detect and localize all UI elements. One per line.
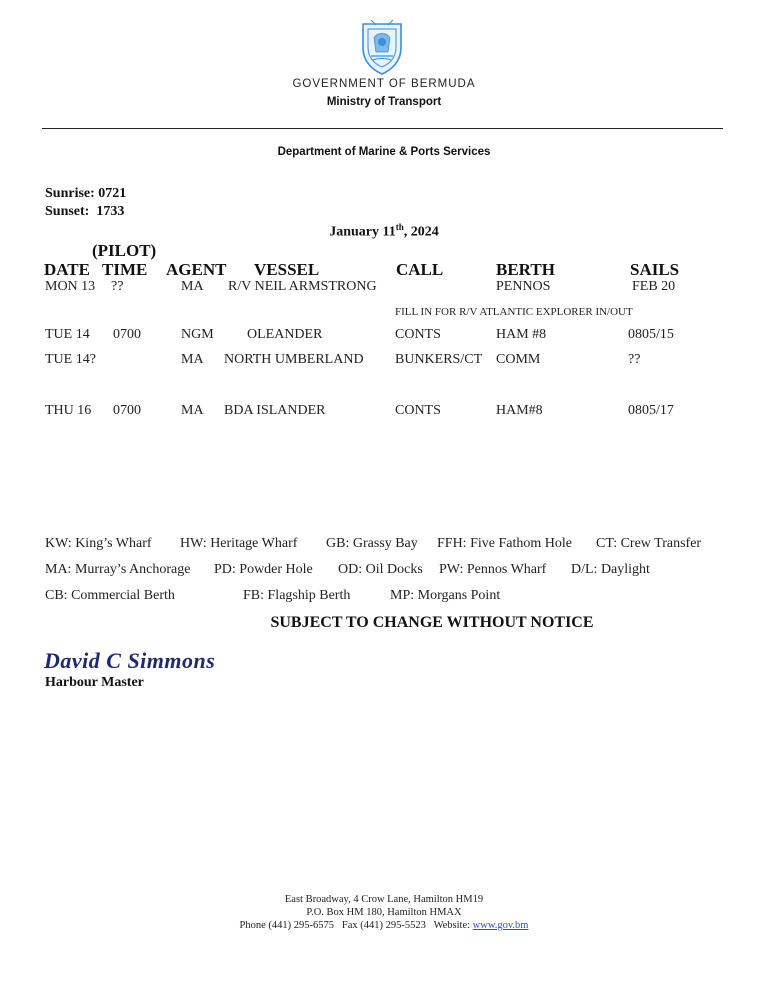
footer-website-label: Website: — [433, 920, 471, 931]
footer-fax: Fax (441) 295-5523 — [341, 920, 426, 931]
fill-in-note: FILL IN FOR R/V ATLANTIC EXPLORER IN/OUT — [395, 306, 633, 318]
legend-item: HW: Heritage Wharf — [180, 536, 298, 551]
legend-item: MP: Morgans Point — [390, 588, 501, 603]
bermuda-crest-icon — [359, 18, 405, 76]
row-date: TUE 14 — [45, 327, 90, 342]
column-header-time: TIME — [102, 260, 148, 279]
row-time: 0700 — [113, 327, 141, 342]
website-link[interactable]: www.gov.bm — [472, 920, 529, 931]
department-name: Department of Marine & Ports Services — [277, 146, 491, 158]
row-sails: FEB 20 — [632, 279, 676, 294]
government-name: GOVERNMENT OF BERMUDA — [292, 78, 476, 90]
row-vessel: NORTH UMBERLAND — [224, 352, 364, 367]
header-divider — [42, 128, 723, 129]
column-header-vessel: VESSEL — [254, 260, 320, 279]
sunset-line — [45, 204, 124, 220]
row-sails: 0805/15 — [628, 327, 674, 342]
sunrise-label: Sunrise: — [45, 186, 95, 201]
legend-item: D/L: Daylight — [571, 562, 650, 577]
pilot-label: (PILOT) — [92, 241, 157, 260]
row-call: CONTS — [395, 403, 441, 418]
column-header-call: CALL — [396, 260, 444, 279]
schedule-date: January 11th, 2024 — [329, 222, 439, 240]
legend-item: FB: Flagship Berth — [243, 588, 351, 603]
row-date: THU 16 — [45, 403, 92, 418]
row-berth: COMM — [496, 352, 541, 367]
legend-item: KW: King’s Wharf — [45, 536, 152, 551]
sunrise-line — [45, 186, 126, 202]
legend-item: FFH: Five Fathom Hole — [437, 536, 572, 551]
sunset-label: Sunset: — [45, 204, 90, 219]
row-call: BUNKERS/CT — [395, 352, 483, 367]
row-vessel: BDA ISLANDER — [224, 403, 326, 418]
legend-item: PD: Powder Hole — [214, 562, 313, 577]
row-vessel: OLEANDER — [247, 327, 323, 342]
change-notice: SUBJECT TO CHANGE WITHOUT NOTICE — [270, 614, 594, 631]
row-vessel: R/V NEIL ARMSTRONG — [228, 279, 377, 294]
row-time: ?? — [111, 279, 124, 294]
sunset-value: 1733 — [96, 204, 125, 219]
legend-item: OD: Oil Docks — [338, 562, 423, 577]
row-date: TUE 14? — [45, 352, 96, 367]
row-agent: MA — [181, 403, 204, 418]
legend-item: CT: Crew Transfer — [596, 536, 702, 551]
row-date: MON 13 — [45, 279, 96, 294]
column-header-berth: BERTH — [496, 260, 555, 279]
row-berth: HAM #8 — [496, 327, 547, 342]
signature: David C Simmons — [44, 648, 216, 673]
row-berth: PENNOS — [496, 279, 551, 294]
column-header-sails: SAILS — [630, 260, 680, 279]
footer-address: East Broadway, 4 Crow Lane, Hamilton HM19 — [284, 894, 484, 905]
legend-item: MA: Murray’s Anchorage — [45, 562, 191, 577]
ministry-name: Ministry of Transport — [326, 96, 442, 108]
column-header-date: DATE — [44, 260, 90, 279]
legend-item: CB: Commercial Berth — [45, 588, 175, 603]
row-berth: HAM#8 — [496, 403, 543, 418]
legend-item: PW: Pennos Wharf — [439, 562, 547, 577]
footer-po-box: P.O. Box HM 180, Hamilton HMAX — [306, 907, 462, 918]
row-agent: MA — [181, 352, 204, 367]
footer-phone: Phone (441) 295-6575 — [239, 920, 334, 931]
signatory-title: Harbour Master — [45, 675, 144, 690]
row-sails: 0805/17 — [628, 403, 674, 418]
column-header-agent: AGENT — [166, 260, 227, 279]
footer-contact — [0, 920, 768, 931]
row-sails: ?? — [628, 352, 641, 367]
row-time: 0700 — [113, 403, 141, 418]
sunrise-value: 0721 — [98, 186, 127, 201]
row-agent: NGM — [181, 327, 214, 342]
legend-item: GB: Grassy Bay — [326, 536, 418, 551]
row-agent: MA — [181, 279, 204, 294]
row-call: CONTS — [395, 327, 441, 342]
